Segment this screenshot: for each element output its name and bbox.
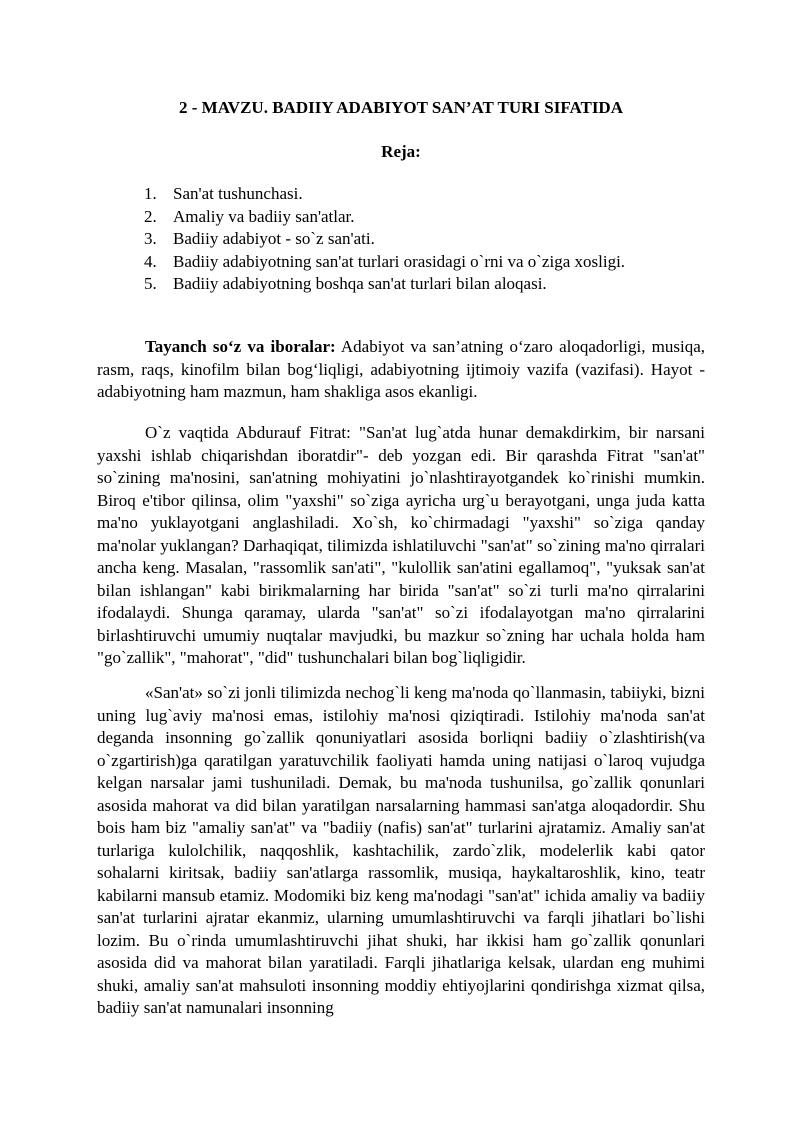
plan-list bbox=[97, 183, 625, 296]
plan-item-text: Badiiy adabiyot - so`z san'ati. bbox=[173, 229, 375, 248]
keywords-text: Adabiyot va san’atning o‘zaro aloqadorligi, musiqa, rasm, raqs, kinofilm bilan bog‘liqligi, adabiyotning ijtimoiy vazifa (vazifasi). Hayot - adabiyotning ham mazmun, ham shakliga asos ekanligi. bbox=[97, 337, 705, 401]
keywords-label: Tayanch so‘z va iboralar: bbox=[145, 337, 336, 356]
plan-item-text: San'at tushunchasi. bbox=[173, 184, 303, 203]
plan-item-number: 3. bbox=[144, 229, 157, 248]
plan-item bbox=[97, 183, 625, 206]
plan-item-number: 2. bbox=[144, 206, 157, 226]
body-paragraph: O`z vaqtida Abdurauf Fitrat: "San'at lug`atda hunar demakdirkim, bir narsani yaxshi ishlab chiqarishdan iboratdir"- deb yozgan edi. Bir qarashda Fitrat "san'at" so`zining ma'nosini, san'atning mohiyatini jo`nlashtirayotgandek ko`rinishi mumkin. Biroq e'tibor qilinsa, olim "yaxshi" so`ziga ayricha urg`u berayotgani, unga juda katta ma'no yuklayotgani anglashiladi. Xo`sh, ko`chirmadagi "yaxshi" so`ziga qanday ma'nolar yuklangan? Darhaqiqat, tilimizda ishlatiluvchi "san'at" so`zining ma'no qirralari ancha keng. Masalan, "rassomlik san'ati", "kulollik san'atini egallamoq", "yuksak san'at bilan ishlangan" kabi birikmalarning har birida "san'at" so`zi turli ma'no qirralarini ifodalaydi. Shunga qaramay, ularda "san'at" so`zi ifodalayotgan ma'no qirralarini birlashtiruvchi umumiy nuqtalar mavjudki, bu mazkur so`zning har uchala holda ham "go`zallik", "mahorat", "did" tushunchalari bilan bog`liqligidir. bbox=[97, 423, 705, 667]
plan-item bbox=[97, 228, 625, 251]
plan-item bbox=[97, 251, 625, 274]
plan-item-text: Badiiy adabiyotning san'at turlari orasidagi o`rni va o`ziga xosligi. bbox=[173, 251, 626, 271]
plan-item-text: Amaliy va badiiy san'atlar. bbox=[173, 206, 355, 226]
body-paragraph: «San'at» so`zi jonli tilimizda nechog`li keng ma'noda qo`llanmasin, tabiiyki, bizni uning lug`aviy ma'nosi emas, istilohiy ma'nosi qiziqtiradi. Istilohiy ma'noda san'at deganda insonning go`zallik qonuniyatlari asosida borliqni badiiy o`zlashtirish(va o`zgartirish)ga qaratilgan yaratuvchilik faoliyati hamda uning natijasi o`laroq vujudga kelgan narsalar jami tushuniladi. Demak, bu ma'noda tushunilsa, go`zallik qonunlari asosida mahorat va did bilan yaratilgan narsalarning hammasi san'atga aloqadordir. Shu bois ham biz "amaliy san'at" va "badiiy (nafis) san'at" turlarini ajratamiz. Amaliy san'at turlariga kulolchilik, naqqoshlik, kashtachilik, zardo`zlik, modelerlik kabi qator sohalarni kiritsak, badiiy san'atlarga rassomlik, musiqa, haykaltaroshlik, kino, teatr kabilarni mansub etamiz. Modomiki biz keng ma'nodagi "san'at" ichida amaliy va badiiy san'at turlarini ajratar ekanmiz, ularning umumlashtiruvchi va farqli jihatlari bo`lishi lozim. Bu o`rinda umumlashtiruvchi jihat shuki, har ikkisi ham go`zallik qonunlari asosida did va mahorat bilan yaratiladi. Farqli jihatlariga kelsak, ulardan eng muhimi shuki, amaliy san'at mahsuloti insonning moddiy ehtiyojlarini qondirishga xizmat qilsa, badiiy san'at namunalari insonning bbox=[97, 683, 705, 1017]
plan-heading: Reja: bbox=[381, 142, 421, 161]
plan-item-text: Badiiy adabiyotning boshqa san'at turlari bilan aloqasi. bbox=[173, 274, 547, 293]
document-title: 2 - MAVZU. BADIIY ADABIYOT SAN’AT TURI SIFATIDA bbox=[179, 98, 623, 117]
plan-item bbox=[97, 273, 625, 296]
plan-item-number: 4. bbox=[144, 251, 157, 271]
plan-item bbox=[97, 206, 625, 229]
plan-item-number: 5. bbox=[144, 274, 157, 293]
plan-item-number: 1. bbox=[144, 184, 157, 203]
keywords-paragraph bbox=[97, 336, 705, 404]
